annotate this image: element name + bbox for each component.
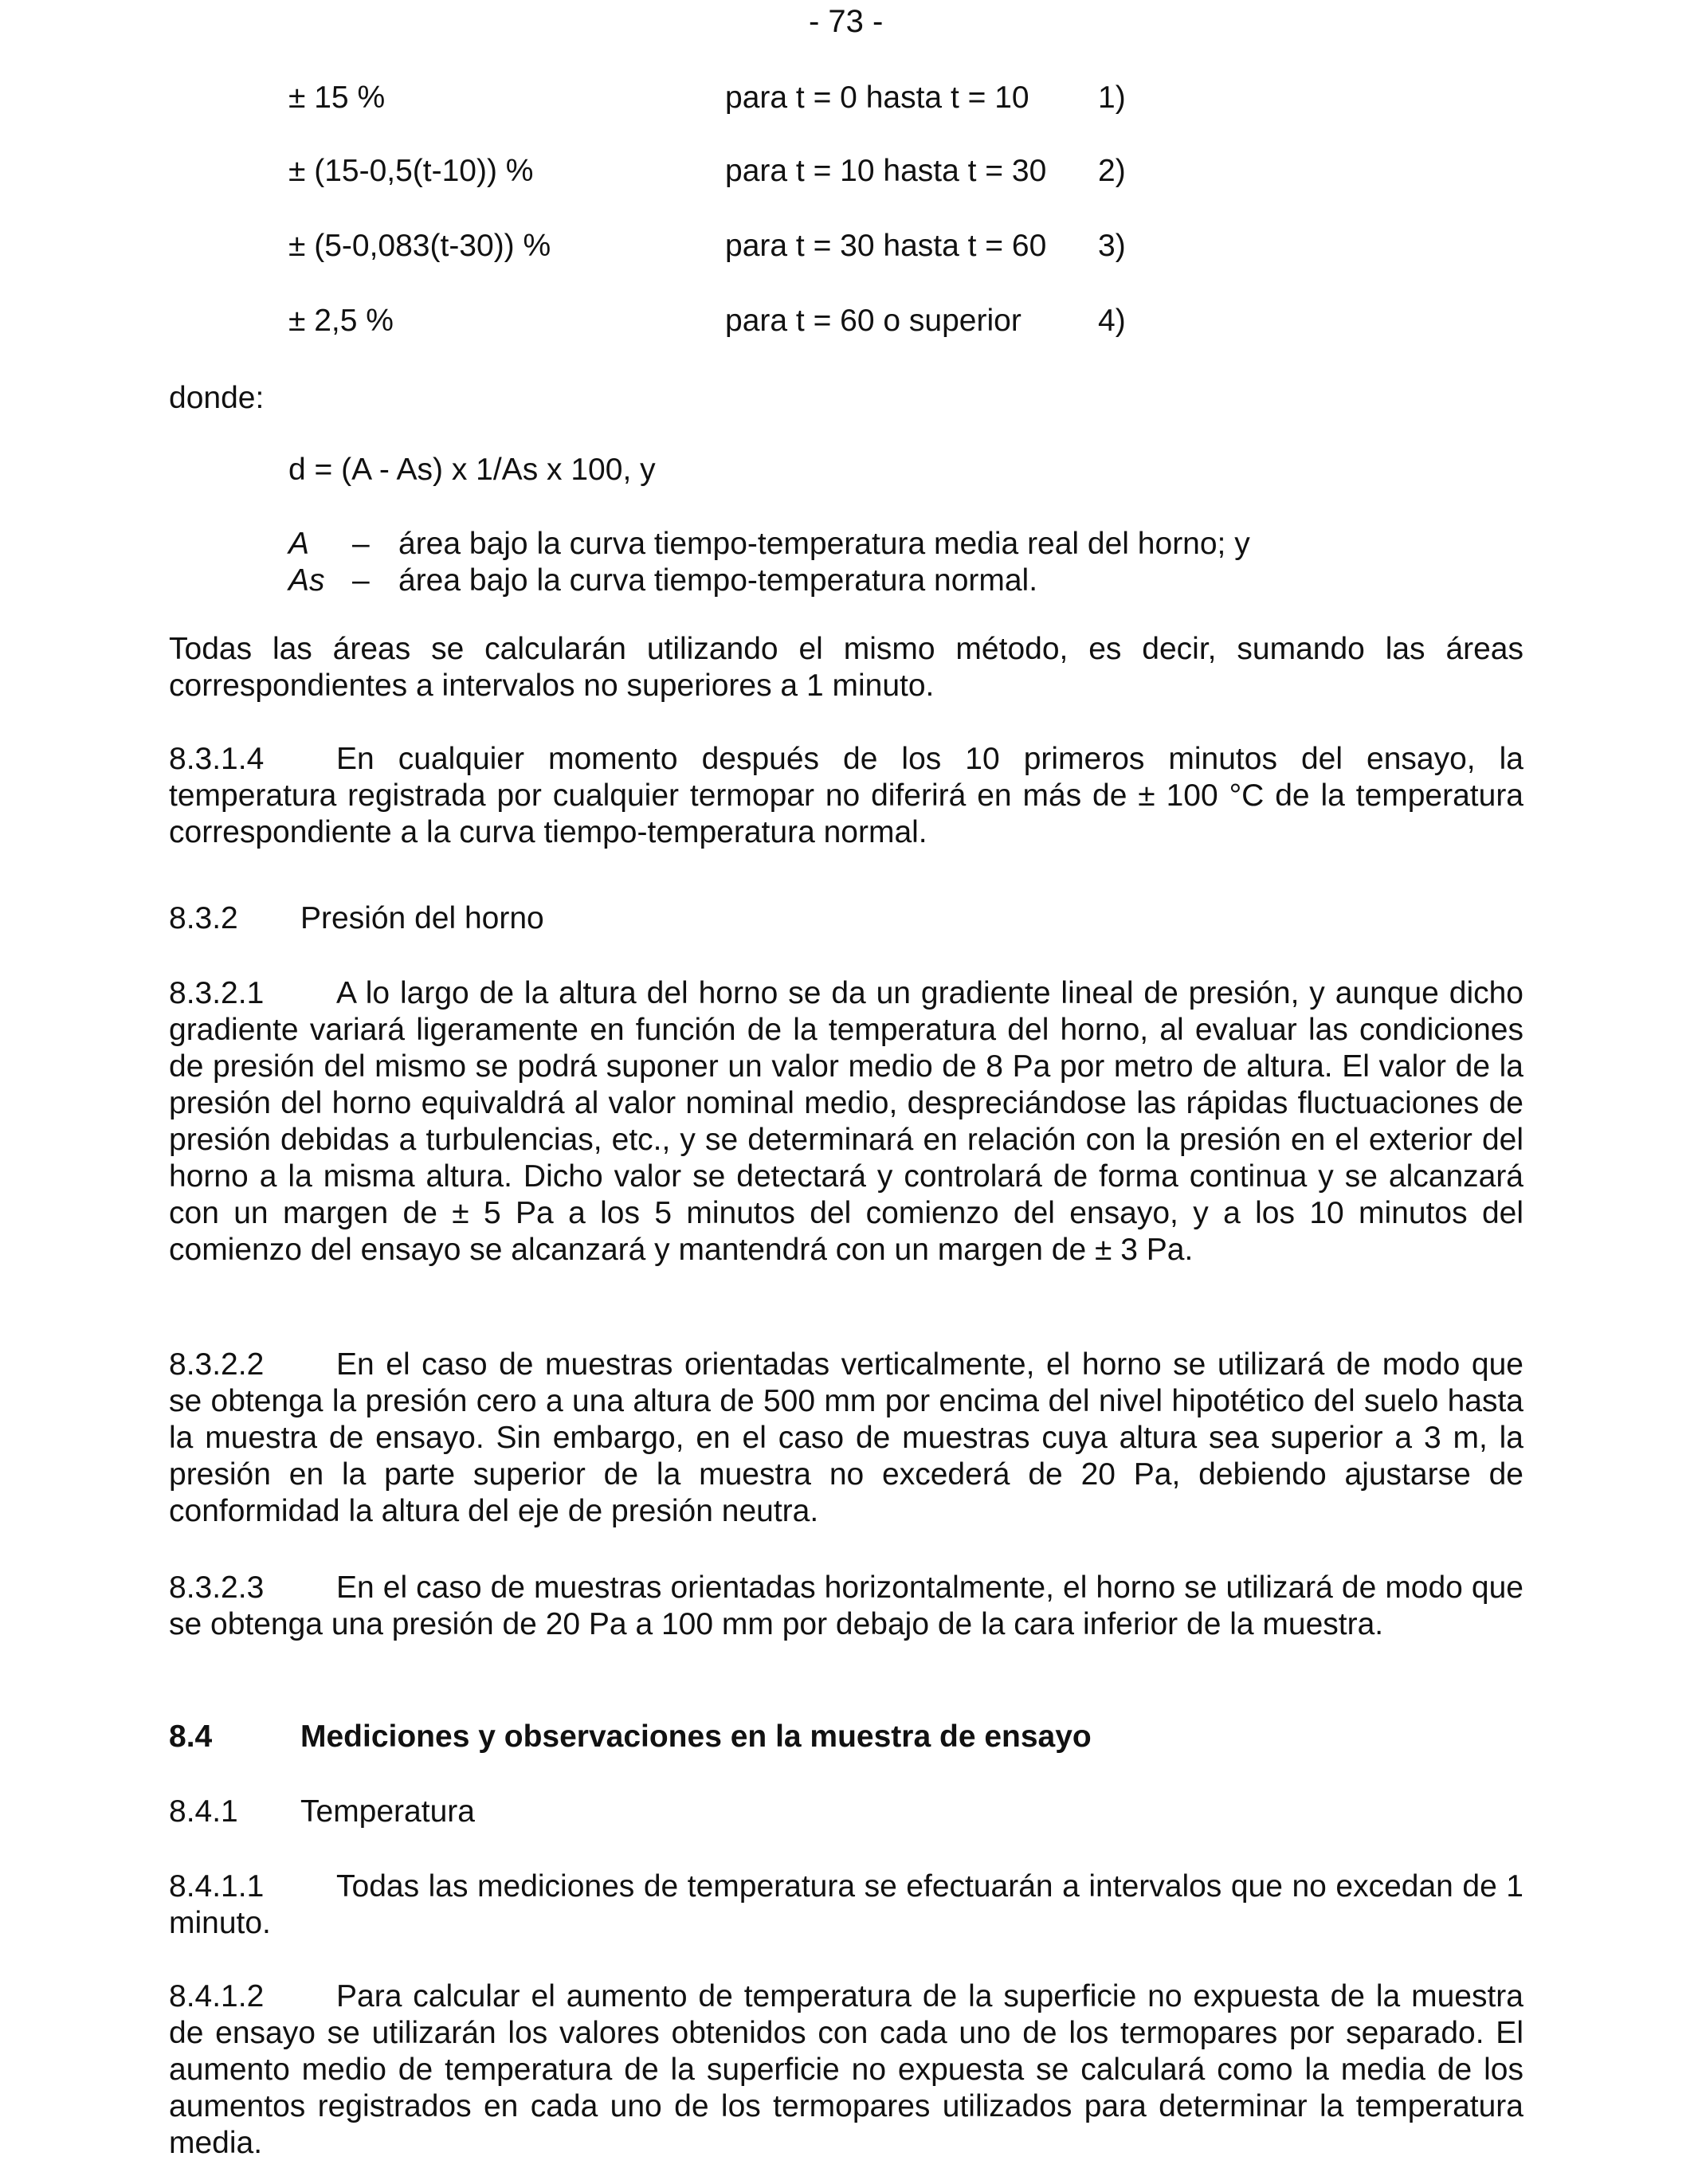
formula-condition: para t = 10 hasta t = 30	[725, 154, 1047, 188]
paragraph-text: Todas las mediciones de temperatura se efectuarán a intervalos que no excedan de 1 minuto.	[169, 1869, 1523, 1940]
section-number: 8.3.2.2	[169, 1347, 265, 1382]
section-number: 8.4	[169, 1719, 213, 1754]
paragraph-8-4-1-1	[169, 1868, 1523, 1942]
section-number: 8.3.2.1	[169, 976, 265, 1010]
formula-number: 1)	[1098, 80, 1126, 115]
paragraph-text: En el caso de muestras orientadas horizontalmente, el horno se utilizará de modo que se obtenga una presión de 20 Pa a 100 mm por debajo de la cara inferior de la muestra.	[169, 1570, 1523, 1641]
formula-tolerance: ± (15-0,5(t-10)) %	[288, 154, 534, 188]
formula-row	[0, 303, 1694, 343]
section-number: 8.3.1.4	[169, 742, 265, 776]
formula-number: 2)	[1098, 154, 1126, 188]
paragraph-text: A lo largo de la altura del horno se da un gradiente lineal de presión, y aunque dicho gradiente variará ligeramente en función de la temperatura del horno, al evaluar las condiciones de presión del mismo se podrá suponer un valor medio de 8 Pa por metro de altura. El valor de la presión del horno equivaldrá al valor nominal medio, despreciándose las rápidas fluctuaciones de presión debidas a turbulencias, etc., y se determinará en relación con la presión en el exterior del horno a la misma altura. Dicho valor se detectará y controlará de forma continua y se alcanzará con un margen de ± 5 Pa a los 5 minutos del comienzo del ensayo, y a los 10 minutos del comienzo del ensayo se alcanzará y mantendrá con un margen de ± 3 Pa.	[169, 976, 1523, 1267]
formula-tolerance: ± (5-0,083(t-30)) %	[288, 229, 551, 263]
formula-row	[0, 80, 1694, 120]
variable-row	[288, 563, 1250, 599]
variable-row	[288, 526, 1250, 563]
variable-dash: –	[352, 527, 370, 561]
paragraph-text: Para calcular el aumento de temperatura de la superficie no expuesta de la muestra de ensayo se utilizarán los valores obtenidos con cada uno de los termopares por separado. El aumento medio de temperatura de la superficie no expuesta se calculará como la media de los aumentos registrados en cada uno de los termopares utilizados para determinar la temperatura media.	[169, 1979, 1523, 2160]
donde-label: donde:	[169, 381, 265, 415]
paragraph-text: En cualquier momento después de los 10 primeros minutos del ensayo, la temperatura registrada por cualquier termopar no diferirá en más de ± 100 °C de la temperatura correspondiente a la curva tiempo-temperatura normal.	[169, 742, 1523, 849]
formula-row	[0, 228, 1694, 268]
paragraph-8-3-2-3	[169, 1570, 1523, 1643]
variable-description: área bajo la curva tiempo-temperatura normal.	[398, 563, 1038, 598]
variable-symbol: A	[288, 527, 310, 561]
formula-number: 4)	[1098, 304, 1126, 338]
paragraph-8-3-2-1	[169, 975, 1523, 1268]
variable-description: área bajo la curva tiempo-temperatura media real del horno; y	[398, 527, 1250, 561]
variable-definitions	[288, 526, 1250, 599]
variable-symbol: As	[288, 563, 325, 598]
subsection-heading	[169, 900, 544, 937]
section-number: 8.3.2.3	[169, 1570, 265, 1605]
formula-condition: para t = 0 hasta t = 10	[725, 80, 1029, 115]
paragraph-text: En el caso de muestras orientadas verticalmente, el horno se utilizará de modo que se obtenga la presión cero a una altura de 500 mm por encima del nivel hipotético del suelo hasta la muestra de ensayo. Sin embargo, en el caso de muestras cuya altura sea superior a 3 m, la presión en la parte superior de la muestra no excederá de 20 Pa, debiendo ajustarse de conformidad la altura del eje de presión neutra.	[169, 1347, 1523, 1528]
paragraph-8-4-1-2	[169, 1978, 1523, 2162]
section-number: 8.4.1	[169, 1794, 238, 1829]
section-title: Mediciones y observaciones en la muestra de ensayo	[300, 1719, 1092, 1754]
subsection-title: Presión del horno	[300, 901, 544, 935]
formula-condition: para t = 30 hasta t = 60	[725, 229, 1047, 263]
paragraph-areas: Todas las áreas se calcularán utilizando el mismo método, es decir, sumando las áreas correspondientes a intervalos no superiores a 1 minuto.	[169, 632, 1523, 703]
section-number: 8.3.2	[169, 901, 238, 935]
page-number: - 73 -	[809, 4, 884, 39]
paragraph-8-3-1-4	[169, 741, 1523, 851]
formula-row	[0, 153, 1694, 193]
variable-dash: –	[352, 563, 370, 598]
formula-tolerance: ± 2,5 %	[288, 304, 394, 338]
formula-number: 3)	[1098, 229, 1126, 263]
section-heading	[169, 1719, 1092, 1755]
section-number: 8.4.1.1	[169, 1869, 265, 1904]
subsection-heading	[169, 1794, 475, 1830]
formula-condition: para t = 60 o superior	[725, 304, 1021, 338]
paragraph-8-3-2-2	[169, 1347, 1523, 1530]
section-number: 8.4.1.2	[169, 1979, 265, 2013]
d-formula: d = (A - As) x 1/As x 100, y	[288, 453, 656, 487]
formula-tolerance: ± 15 %	[288, 80, 386, 115]
subsection-title: Temperatura	[300, 1794, 475, 1829]
